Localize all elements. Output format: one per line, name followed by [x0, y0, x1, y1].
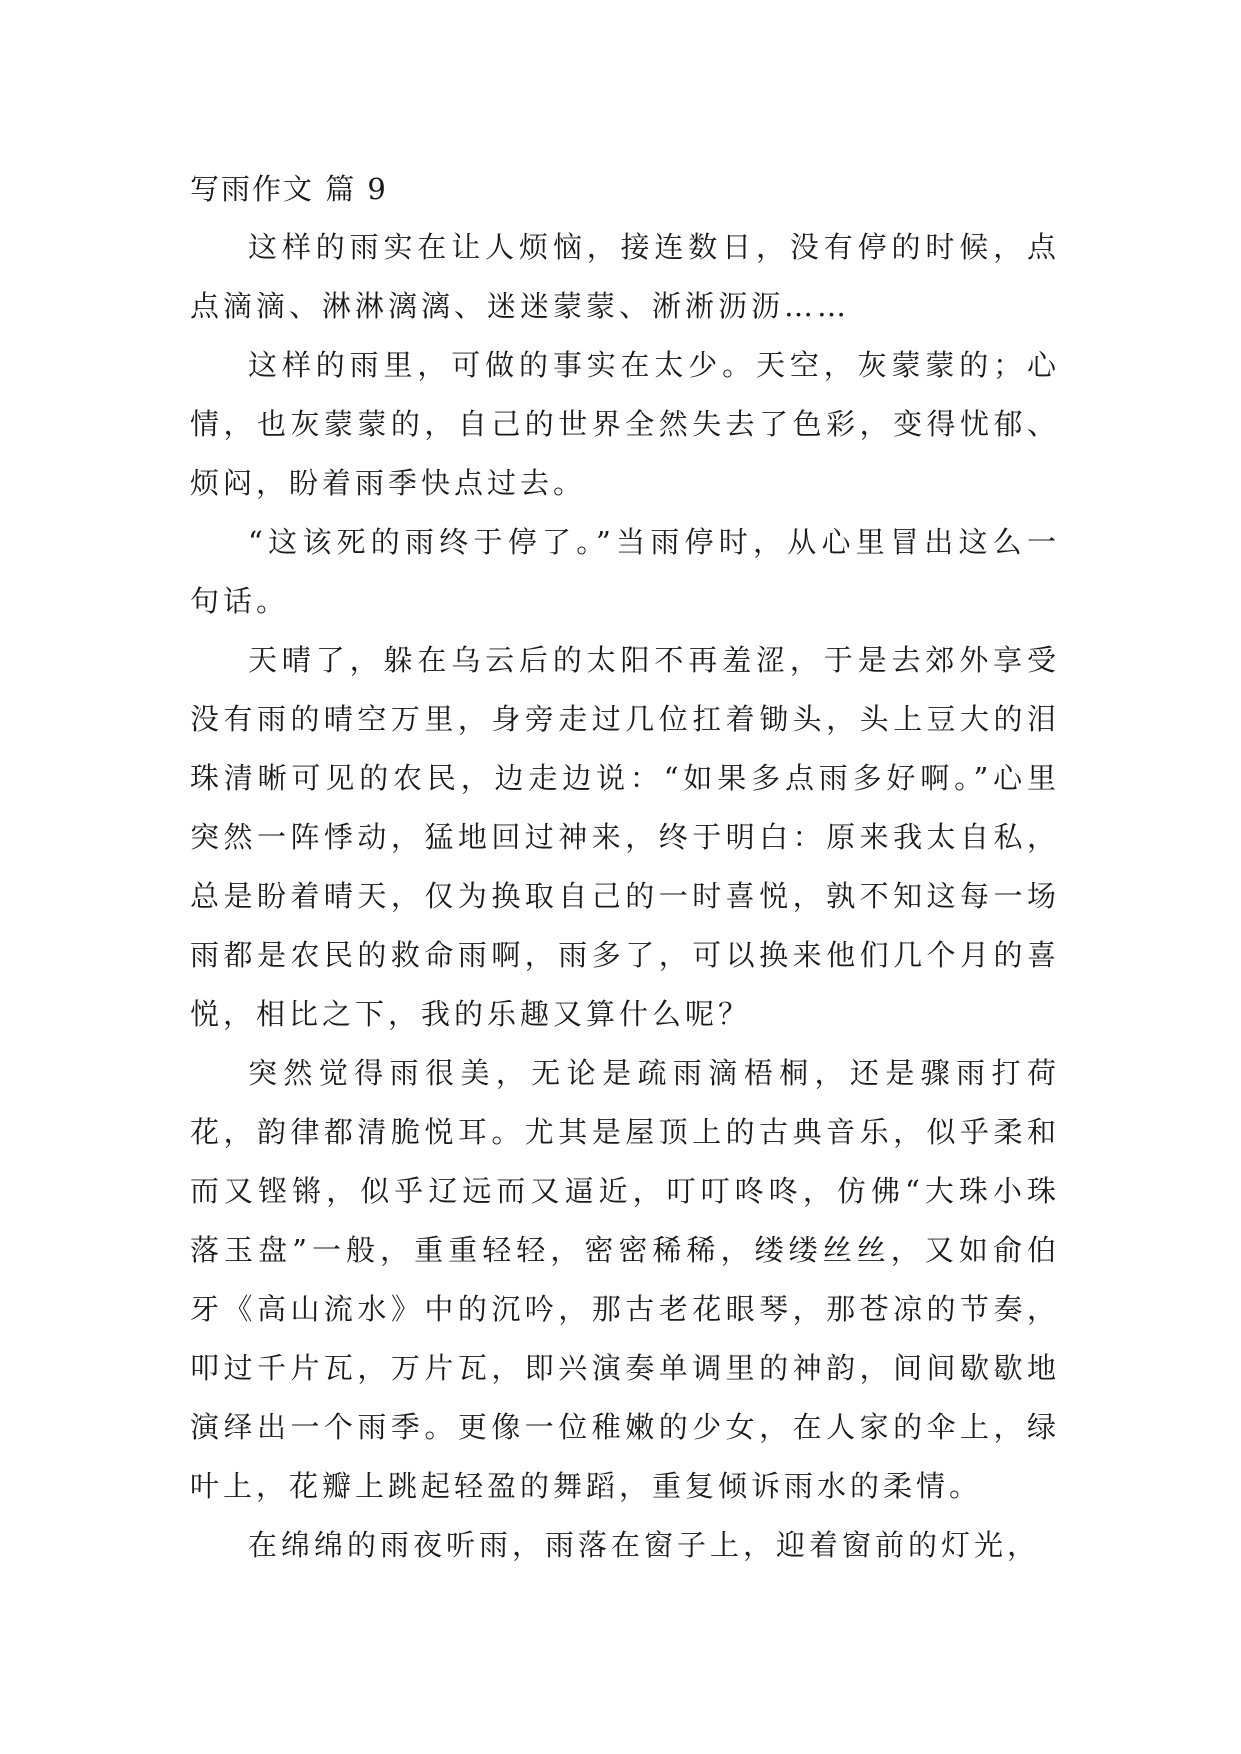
paragraph-2: 这样的雨里，可做的事实在太少。天空，灰蒙蒙的；心情，也灰蒙蒙的，自己的世界全然失去了色彩，变得忧郁、烦闷，盼着雨季快点过去。 — [190, 348, 1060, 500]
paragraph-6: 在绵绵的雨夜听雨，雨落在窗子上，迎着窗前的灯光， — [248, 1528, 1041, 1562]
document-body — [190, 160, 1060, 1575]
paragraph-5: 突然觉得雨很美，无论是疏雨滴梧桐，还是骤雨打荷花，韵律都清脆悦耳。尤其是屋顶上的古典音乐，似乎柔和而又铿锵，似乎辽远而又逼近，叮叮咚咚，仿佛“大珠小珠落玉盘”一般，重重轻轻，密密稀稀，缕缕丝丝，又如俞伯牙《高山流水》中的沉吟，那古老花眼琴，那苍凉的节奏，叩过千片瓦，万片瓦，即兴演奏单调里的神韵，间间歇歇地演绎出一个雨季。更像一位稚嫩的少女，在人家的伞上，绿叶上，花瓣上跳起轻盈的舞蹈，重复倾诉雨水的柔情。 — [190, 1056, 1060, 1503]
paragraph-3: “这该死的雨终于停了。”当雨停时，从心里冒出这么一句话。 — [190, 525, 1060, 618]
paragraph-4: 天晴了，躲在乌云后的太阳不再羞涩，于是去郊外享受没有雨的晴空万里，身旁走过几位扛着锄头，头上豆大的泪珠清晰可见的农民，边走边说：“如果多点雨多好啊。”心里突然一阵悸动，猛地回过神来，终于明白：原来我太自私，总是盼着晴天，仅为换取自己的一时喜悦，孰不知这每一场雨都是农民的救命雨啊，雨多了，可以换来他们几个月的喜悦，相比之下，我的乐趣又算什么呢？ — [190, 643, 1060, 1031]
essay-title: 写雨作文 篇 9 — [190, 172, 388, 206]
paragraph-1: 这样的雨实在让人烦恼，接连数日，没有停的时候，点点滴滴、淋淋漓漓、迷迷蒙蒙、淅淅沥沥…… — [190, 230, 1060, 323]
